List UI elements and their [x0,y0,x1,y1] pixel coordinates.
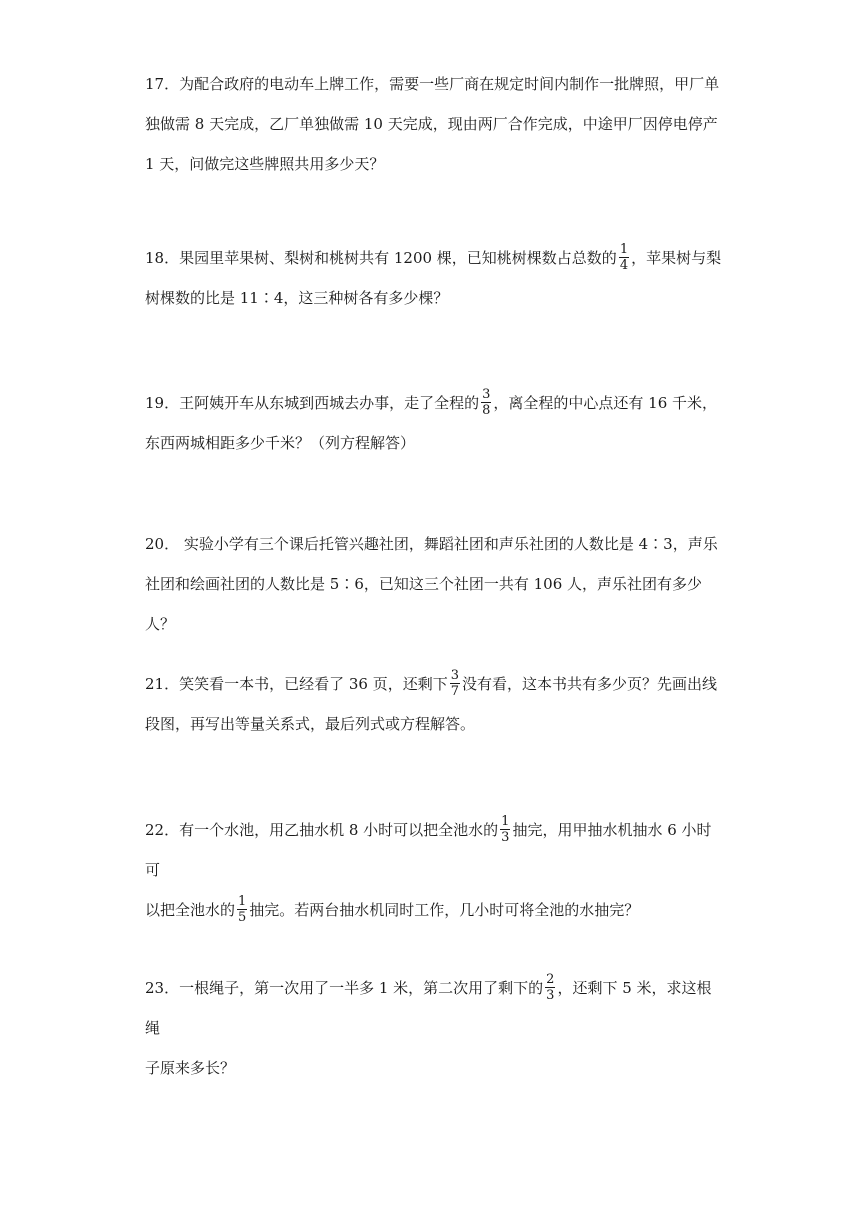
fraction-numerator: 2 [546,971,555,987]
fraction-numerator: 3 [482,386,491,402]
question-19-text-a: 19．王阿姨开车从东城到西城去办事，走了全程的 [145,394,480,412]
fraction-three-eighths [481,387,491,418]
fraction-two-thirds [545,972,555,1003]
question-19-text-b: ，离全程的中心点还有 16 千米， [493,394,717,412]
fraction-denominator: 3 [546,987,555,1003]
question-21-text-a: 21．笑笑看一本书，已经看了 36 页，还剩下 [145,675,448,693]
question-18-line-2: 树棵数的比是 11∶4，这三种树各有多少棵？ [145,289,449,307]
fraction-numerator: 1 [619,241,629,257]
fraction-denominator: 8 [482,402,491,418]
question-21-text-b: 没有看，这本书共有多少页？先画出线 [462,675,718,693]
question-22-text-a: 22．有一个水池，用乙抽水机 8 小时可以把全池水的 [145,821,499,839]
fraction-one-fifth [237,894,247,925]
fraction-numerator: 3 [450,667,459,683]
fraction-one-quarter [619,242,629,273]
question-18 [145,238,725,318]
question-19-line-2: 东西两城相距多少千米？（列方程解答） [145,434,416,452]
question-22-text-d: 抽完。若两台抽水机同时工作，几小时可将全池的水抽完？ [249,901,640,919]
question-22 [145,810,725,930]
question-23-text-a: 23．一根绳子，第一次用了一半多 1 米，第二次用了剩下的 [145,979,544,997]
question-19-line-1 [145,383,725,423]
fraction-denominator: 4 [619,257,629,273]
question-23 [145,968,725,1088]
fraction-one-third [500,814,510,845]
fraction-three-sevenths [450,668,460,699]
question-18-text-a: 18．果园里苹果树、梨树和桃树共有 1200 棵，已知桃树棵数占总数的 [145,249,617,267]
question-19 [145,383,725,463]
question-21-line-2: 段图，再写出等量关系式，最后列式或方程解答。 [145,715,476,733]
question-20-line-1: 20． 实验小学有三个课后托管兴趣社团，舞蹈社团和声乐社团的人数比是 4∶3，声乐 [145,535,718,553]
question-17 [145,64,725,184]
question-17-line-2: 独做需 8 天完成，乙厂单独做需 10 天完成，现由两厂合作完成，中途甲厂因停电停产 [145,115,718,133]
question-23-line-1 [145,968,725,1048]
question-21 [145,664,725,744]
question-22-text-b: 抽完，用甲抽水机抽水 6 小时可 [145,821,712,879]
question-22-line-1 [145,810,725,890]
question-18-text-b: ，苹果树与梨 [631,249,722,267]
question-20-line-2: 社团和绘画社团的人数比是 5∶6，已知这三个社团一共有 106 人，声乐社团有多少人？ [145,575,703,633]
question-22-text-c: 以把全池水的 [145,901,236,919]
fraction-numerator: 1 [238,893,247,909]
question-17-line-1: 17．为配合政府的电动车上牌工作，需要一些厂商在规定时间内制作一批牌照，甲厂单 [145,75,720,93]
fraction-denominator: 3 [501,829,510,845]
fraction-denominator: 7 [450,683,459,699]
question-18-line-1 [145,238,725,278]
fraction-numerator: 1 [501,813,510,829]
fraction-denominator: 5 [238,909,247,925]
question-20 [145,524,725,644]
question-17-line-3: 1 天，问做完这些牌照共用多少天？ [145,155,385,173]
question-23-line-2: 子原来多长？ [145,1059,236,1077]
question-21-line-1 [145,664,725,704]
question-22-line-2 [145,890,725,930]
question-23-text-b: ，还剩下 5 米，求这根绳 [145,979,712,1037]
